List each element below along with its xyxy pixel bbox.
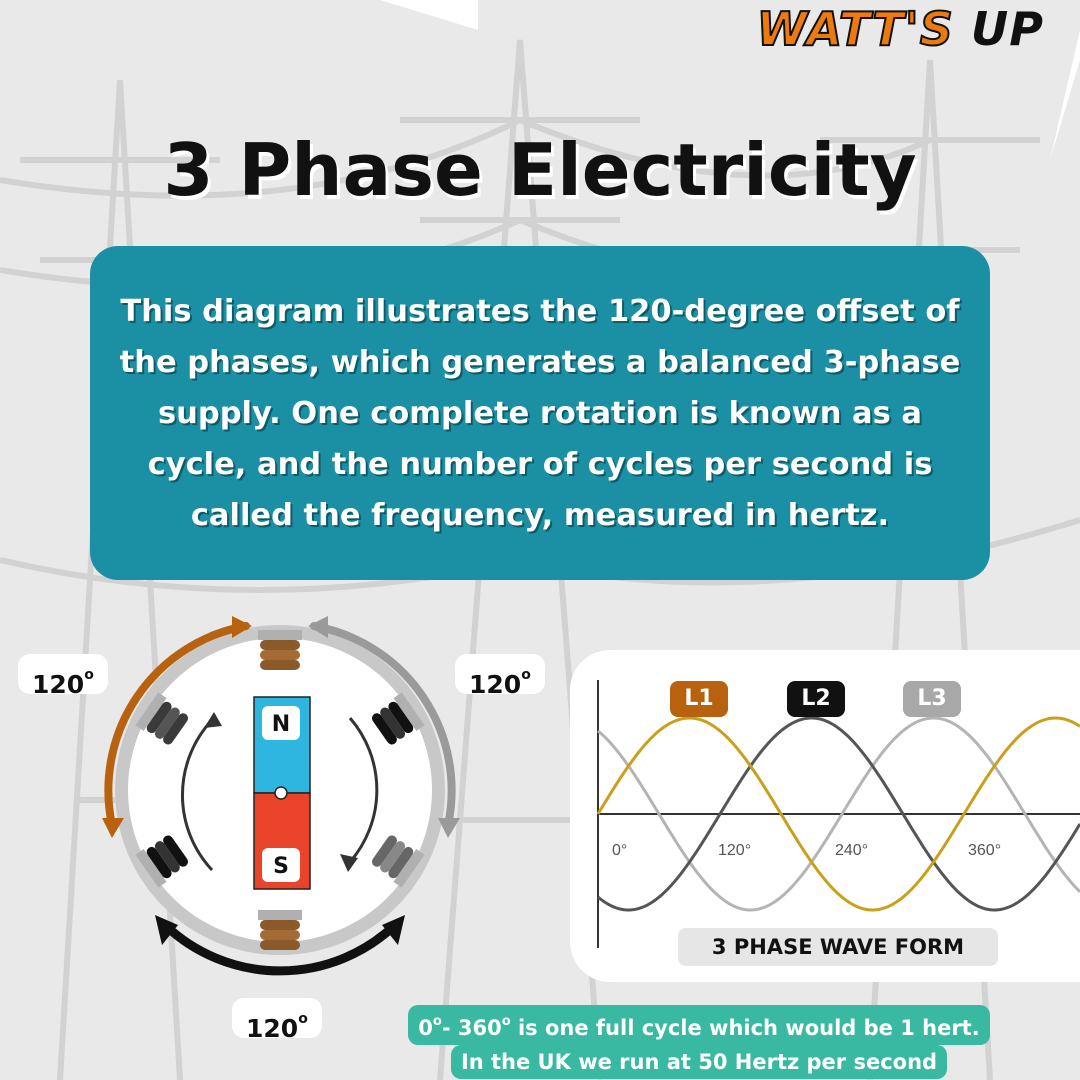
page-title: 3 Phase Electricity	[163, 128, 917, 212]
degree-symbol: o	[521, 667, 531, 683]
arrow-head-grey-bottom	[438, 818, 460, 838]
note-end: - 360	[441, 1016, 502, 1040]
legend-l2: L2	[787, 681, 845, 717]
legend-l1: L1	[670, 681, 728, 717]
note-line-2: In the UK we run at 50 Hertz per second	[451, 1045, 947, 1079]
waveform-title: 3 PHASE WAVE FORM	[678, 928, 998, 966]
brand-logo	[757, 2, 1044, 56]
description-box	[90, 246, 990, 580]
south-label: S	[273, 854, 289, 879]
angle-bottom-value: 120	[246, 1014, 299, 1043]
note-line-1: 0$^o$- 360$^o$ is one full cycle which would be 1 hert.	[408, 1005, 989, 1045]
tick-0: 0°	[612, 842, 628, 859]
tick-360: 360°	[968, 842, 1002, 859]
degree-symbol: o	[84, 667, 94, 683]
description-text: This diagram illustrates the 120-degree offset of the phases, which generates a balanced 3-phase supply. One complete rotation is known as a cycle, and the number of cycles per second is called the frequency, measured in hertz.	[119, 293, 961, 533]
cycle-note	[363, 1005, 1035, 1079]
north-label: N	[271, 712, 291, 737]
angle-label-left	[18, 654, 108, 699]
note-start: 0	[418, 1016, 433, 1040]
note-rest: is one full cycle which would be 1 hert.	[510, 1016, 980, 1040]
tick-240: 240°	[835, 842, 869, 859]
angle-right-value: 120	[469, 670, 522, 699]
logo-up-text: UP	[970, 2, 1044, 56]
angle-label-right	[455, 654, 545, 699]
tick-120: 120°	[718, 842, 752, 859]
angle-left-value: 120	[32, 670, 85, 699]
legend-l3: L3	[903, 681, 961, 717]
angle-label-bottom	[232, 998, 322, 1043]
logo-main-text: WATT'S	[756, 2, 954, 56]
degree-symbol: o	[298, 1011, 308, 1027]
magnet-pivot	[275, 787, 287, 799]
